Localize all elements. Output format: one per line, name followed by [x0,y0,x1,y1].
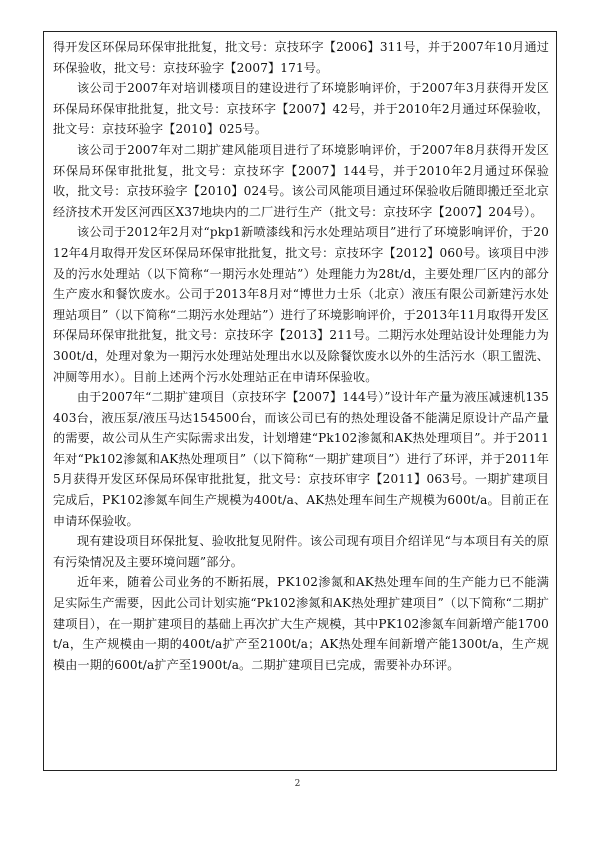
paragraph: 该公司于2012年2月对“pkp1新喷漆线和污水处理站项目”进行了环境影响评价，于2012年4月取得开发区环保局环保审批批复，批文号：京技环字【2012】060号。该项目中涉及的污水处理站（以下简称“一期污水处理站”）处理能力为28t/d，主要处理厂区内的部分生产废水和餐饮废水。公司于2013年8月对“博世力士乐（北京）液压有限公司新建污水处理站项目”（以下简称“二期污水处理站”）进行了环境影响评价，于2013年11月取得开发区环保局环保审批批复，批文号：京技环字【2013】211号。二期污水处理站设计处理能力为300t/d，处理对象为一期污水处理站处理出水以及除餐饮废水以外的生活污水（职工盥洗、冲厕等用水）。目前上述两个污水处理站正在申请环保验收。 [53,225,549,384]
paragraph: 由于2007年“二期扩建项目（京技环字【2007】144号）”设计年产量为液压减速机135403台，液压泵/液压马达154500台，而该公司已有的热处理设备不能满足原设计产品产量的需要，故公司从生产实际需求出发，计划增建“Pk102渗氮和AK热处理项目”。并于2011年对“Pk102渗氮和AK热处理项目”（以下简称“一期扩建项目”）进行了环评，并于2011年5月获得开发区环保局环保审批批复，批文号：京技环审字【2011】063号。一期扩建项目完成后，PK102渗氮车间生产规模为400t/a、AK热处理车间生产规模为600t/a。目前正在申请环保验收。 [53,390,549,528]
paragraph-continued: 得开发区环保局环保审批批复，批文号：京技环字【2006】311号，并于2007年10月通过环保验收，批文号：京技环验字【2007】171号。 [53,40,549,75]
paragraph: 该公司于2007年对二期扩建风能项目进行了环境影响评价，于2007年8月获得开发区环保局环保审批批复，批文号：京技环字【2007】144号，并于2010年2月通过环保验收，批文号：京技环验字【2010】024号。该公司风能项目通过环保验收后随即搬迁至北京经济技术开发区河西区X37地块内的二厂进行生产（批文号：京技环字【2007】204号）。 [53,142,549,219]
paragraph: 近年来，随着公司业务的不断拓展，PK102渗氮和AK热处理车间的生产能力已不能满足实际生产需要，因此公司计划实施“Pk102渗氮和AK热处理扩建项目”（以下简称“二期扩建项目），在一期扩建项目的基础上再次扩大生产规模，其中PK102渗氮车间新增产能1700t/a，生产规模由一期的400t/a扩产至2100t/a；AK热处理车间新增产能1300t/a，生产规模由一期的600t/a扩产至1900t/a。二期扩建项目已完成，需要补办环评。 [53,575,549,672]
document-body [53,37,549,675]
paragraph: 该公司于2007年对培训楼项目的建设进行了环境影响评价，于2007年3月获得开发区环保局环保审批批复，批文号：京技环字【2007】42号，并于2010年2月通过环保验收，批文号：京技环验字【2010】025号。 [53,81,549,137]
paragraph: 现有建设项目环保批复、验收批复见附件。该公司现有项目介绍详见“与本项目有关的原有污染情况及主要环境问题”部分。 [53,534,549,569]
page-number: 2 [294,779,301,789]
